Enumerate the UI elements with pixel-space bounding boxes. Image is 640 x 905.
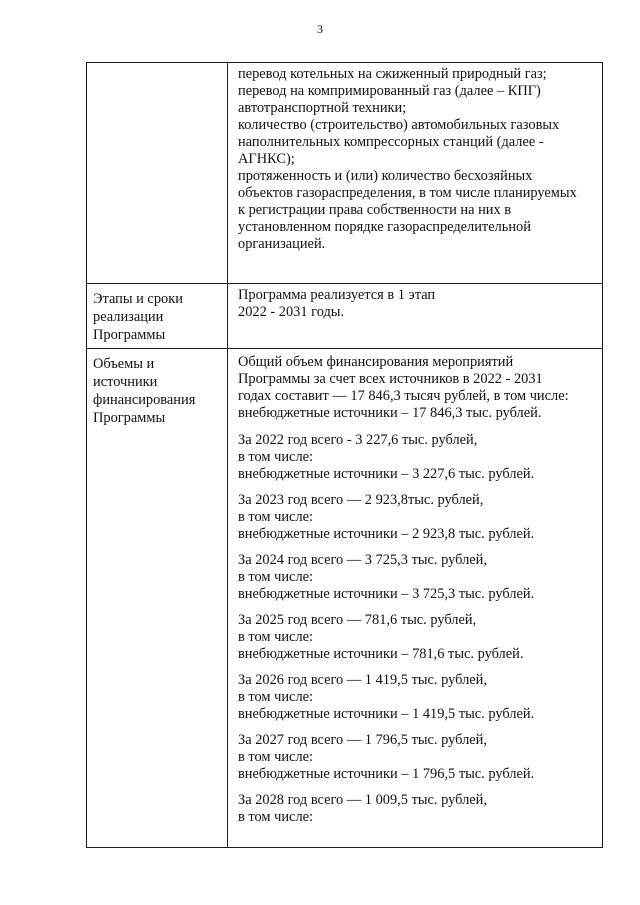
year-total-line: За 2028 год всего — 1 009,5 тыс. рублей,	[238, 792, 487, 808]
table-row-stages	[87, 284, 603, 349]
year-including-line: в том числе:	[238, 569, 314, 585]
financing-label-line: Объемы и	[93, 356, 155, 372]
table-row-indicators	[87, 63, 603, 284]
year-total-line: За 2025 год всего — 781,6 тыс. рублей,	[238, 612, 477, 628]
indicator-line: перевод на компримированный газ (далее – КПГ)	[238, 83, 541, 99]
year-financing-2028	[238, 792, 598, 826]
year-financing-2023	[238, 492, 598, 543]
financing-content-cell	[228, 349, 603, 848]
financing-label-line: финансирования	[93, 392, 196, 408]
financing-label-line: источники	[93, 374, 158, 390]
stages-label-line: реализации	[93, 309, 164, 325]
stages-label-cell	[87, 284, 228, 349]
year-including-line: в том числе:	[238, 689, 314, 705]
indicator-line: протяженность и (или) количество бесхозяйных	[238, 168, 533, 184]
year-total-line: За 2024 год всего — 3 725,3 тыс. рублей,	[238, 552, 487, 568]
year-source-line: внебюджетные источники – 1 796,5 тыс. рублей.	[238, 766, 535, 782]
financing-label-line: Программы	[93, 410, 166, 426]
row-label-empty	[87, 63, 228, 284]
year-including-line: в том числе:	[238, 509, 314, 525]
indicator-line: автотранспортной техники;	[238, 100, 407, 116]
year-total-line: За 2023 год всего — 2 923,8тыс. рублей,	[238, 492, 484, 508]
page-number: 3	[317, 22, 323, 36]
year-financing-2027	[238, 732, 598, 783]
financing-label-cell	[87, 349, 228, 848]
year-including-line: в том числе:	[238, 809, 314, 825]
year-total-line: За 2022 год всего - 3 227,6 тыс. рублей,	[238, 432, 478, 448]
year-source-line: внебюджетные источники – 3 725,3 тыс. рублей.	[238, 586, 535, 602]
stages-content-cell	[228, 284, 603, 349]
indicator-line: перевод котельных на сжиженный природный газ;	[238, 66, 547, 82]
indicator-line: объектов газораспределения, в том числе планируемых	[238, 185, 577, 201]
stages-line: Программа реализуется в 1 этап	[238, 287, 436, 303]
stages-label-line: Этапы и сроки	[93, 291, 183, 307]
financing-total-line: Общий объем финансирования мероприятий	[238, 354, 514, 370]
indicator-line: АГНКС);	[238, 151, 295, 167]
year-financing-2026	[238, 672, 598, 723]
year-source-line: внебюджетные источники – 1 419,5 тыс. рублей.	[238, 706, 535, 722]
stages-label-line: Программы	[93, 327, 166, 343]
table-row-financing	[87, 349, 603, 848]
indicator-line: установленном порядке газораспределительной	[238, 219, 531, 235]
program-passport-table	[86, 62, 603, 848]
year-including-line: в том числе:	[238, 749, 314, 765]
financing-total-block	[238, 354, 598, 422]
year-total-line: За 2026 год всего — 1 419,5 тыс. рублей,	[238, 672, 487, 688]
financing-total-line: годах составит — 17 846,3 тысяч рублей, в том числе:	[238, 388, 569, 404]
year-financing-2024	[238, 552, 598, 603]
financing-total-line: внебюджетные источники – 17 846,3 тыс. рублей.	[238, 405, 542, 421]
indicator-line: организацией.	[238, 236, 326, 252]
year-total-line: За 2027 год всего — 1 796,5 тыс. рублей,	[238, 732, 487, 748]
year-source-line: внебюджетные источники – 2 923,8 тыс. рублей.	[238, 526, 535, 542]
year-source-line: внебюджетные источники – 781,6 тыс. рублей.	[238, 646, 524, 662]
year-source-line: внебюджетные источники – 3 227,6 тыс. рублей.	[238, 466, 535, 482]
financing-total-line: Программы за счет всех источников в 2022 - 2031	[238, 371, 543, 387]
indicator-line: количество (строительство) автомобильных газовых	[238, 117, 560, 133]
indicators-cell	[228, 63, 603, 284]
year-financing-2022	[238, 432, 598, 483]
year-financing-2025	[238, 612, 598, 663]
year-including-line: в том числе:	[238, 449, 314, 465]
indicator-line: наполнительных компрессорных станций (далее -	[238, 134, 544, 150]
stages-line: 2022 - 2031 годы.	[238, 304, 345, 320]
year-including-line: в том числе:	[238, 629, 314, 645]
indicator-line: к регистрации права собственности на них в	[238, 202, 512, 218]
